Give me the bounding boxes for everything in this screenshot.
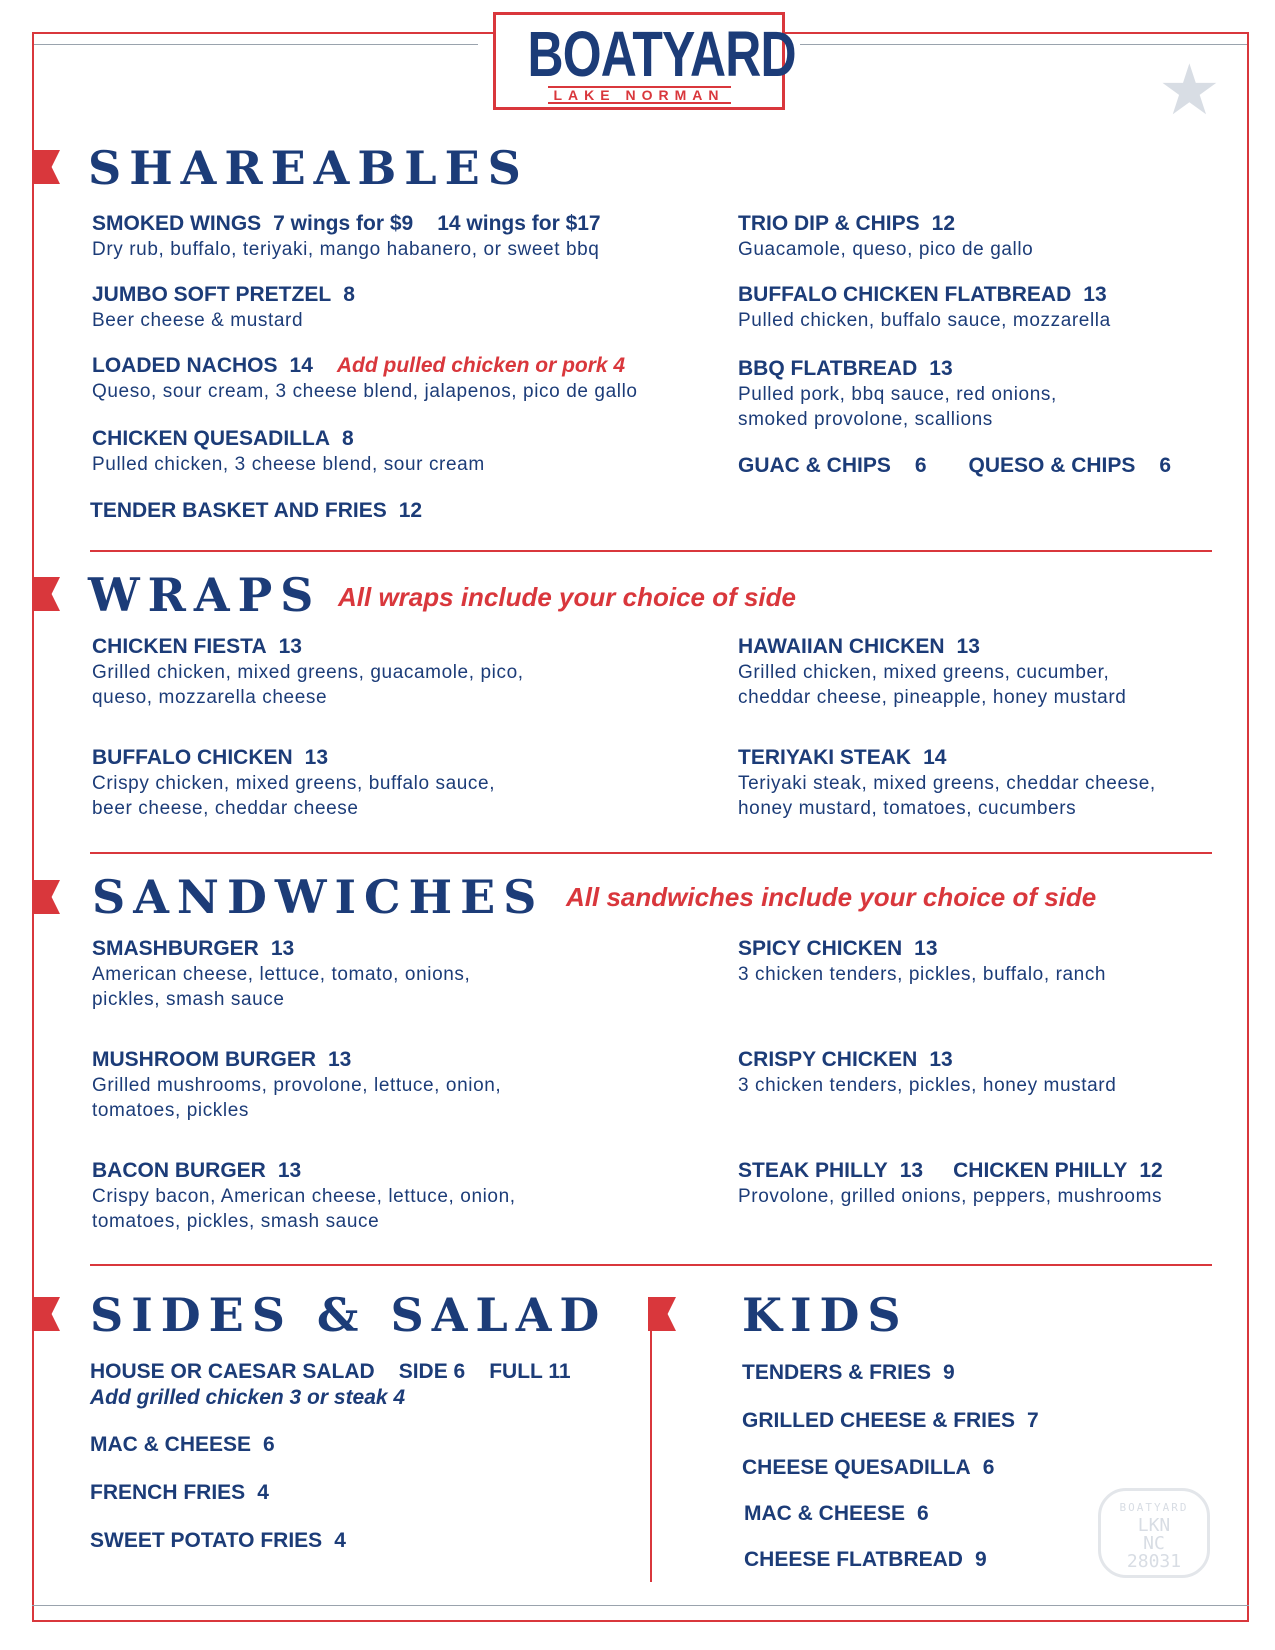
item-name: FRENCH FRIES	[90, 1481, 246, 1504]
menu-item-kids-mac-cheese	[744, 1501, 929, 1527]
item-name: BBQ FLATBREAD	[738, 357, 918, 380]
item-description: honey mustard, tomatoes, cucumbers	[738, 798, 1077, 819]
menu-item-buffalo-flatbread	[738, 282, 1111, 333]
item-name: SMASHBURGER	[92, 937, 259, 960]
menu-item-smashburger	[92, 936, 470, 1012]
shareables-heading: SHAREABLES	[88, 141, 529, 195]
stamp-text: 28031	[1126, 1551, 1182, 1572]
wraps-note: All wraps include your choice of side	[338, 582, 796, 612]
menu-item-french-fries	[90, 1480, 269, 1506]
boatyard-logo	[493, 12, 796, 110]
item-name: JUMBO SOFT PRETZEL	[92, 283, 332, 306]
menu-item-teriyaki-steak	[738, 745, 1156, 821]
item-price: 4	[334, 1529, 346, 1552]
item-description: 3 chicken tenders, pickles, honey mustard	[738, 1075, 1117, 1096]
item-name: SPICY CHICKEN	[738, 937, 903, 960]
menu-item-kids-quesadilla	[742, 1455, 994, 1481]
item-description: Grilled mushrooms, provolone, lettuce, onion,	[92, 1075, 502, 1096]
menu-item-pretzel	[92, 282, 355, 333]
item-name: MUSHROOM BURGER	[92, 1048, 316, 1071]
item-name: CHEESE FLATBREAD	[744, 1548, 963, 1571]
item-name: BUFFALO CHICKEN	[92, 746, 293, 769]
item-price: 6	[1159, 454, 1172, 477]
menu-item-philly	[738, 1158, 1163, 1209]
item-description: Pulled pork, bbq sauce, red onions,	[738, 384, 1057, 405]
menu-item-nachos	[92, 353, 638, 404]
logo-subtitle: LAKE NORMAN	[548, 86, 731, 104]
wraps-heading: WRAPS	[88, 568, 322, 622]
item-description: tomatoes, pickles	[92, 1100, 249, 1121]
item-description: Pulled chicken, 3 cheese blend, sour cream	[92, 454, 485, 475]
item-name: CHEESE QUESADILLA	[742, 1456, 971, 1479]
menu-item-salad	[90, 1359, 571, 1411]
item-price: 7 wings for $9	[273, 212, 414, 235]
menu-item-guac-queso	[738, 453, 1171, 479]
addon-note: Add grilled chicken 3 or steak 4	[90, 1386, 406, 1409]
item-name: TRIO DIP & CHIPS	[738, 212, 920, 235]
item-name: HAWAIIAN CHICKEN	[738, 635, 945, 658]
item-price: 13	[270, 937, 295, 960]
item-price: 6	[263, 1433, 275, 1456]
item-price: 13	[929, 357, 953, 380]
stamp-text: BOATYARD	[1119, 1501, 1189, 1514]
item-description: Dry rub, buffalo, teriyaki, mango habanero, or sweet bbq	[92, 239, 600, 260]
item-price: 9	[943, 1361, 955, 1384]
item-name: HOUSE OR CAESAR SALAD	[90, 1360, 375, 1383]
item-price: 12	[931, 212, 955, 235]
section-divider	[90, 852, 1212, 854]
addon-note: Add pulled chicken or pork 4	[336, 354, 626, 377]
top-line-right	[800, 44, 1247, 45]
item-name: STEAK PHILLY	[738, 1159, 888, 1182]
item-price: 13	[956, 635, 980, 658]
item-price: 8	[342, 427, 354, 450]
item-name: TENDERS & FRIES	[742, 1361, 932, 1384]
item-description: Guacamole, queso, pico de gallo	[738, 239, 1034, 260]
item-description: Pulled chicken, buffalo sauce, mozzarella	[738, 310, 1111, 331]
item-price: 7	[1027, 1409, 1039, 1432]
item-name: MAC & CHEESE	[744, 1502, 906, 1525]
menu-item-chicken-fiesta	[92, 634, 524, 710]
boatyard-stamp-icon	[1098, 1488, 1210, 1578]
logo-wordmark: BOATYARD	[527, 18, 796, 90]
menu-item-smoked-wings	[92, 211, 601, 262]
item-price: 12	[398, 499, 423, 522]
item-description: queso, mozzarella cheese	[92, 687, 328, 708]
menu-item-quesadilla	[92, 426, 485, 477]
sandwiches-note: All sandwiches include your choice of side	[566, 882, 1097, 912]
item-name: SWEET POTATO FRIES	[90, 1529, 323, 1552]
sandwiches-heading: SANDWICHES	[92, 870, 545, 924]
item-name: GRILLED CHEESE & FRIES	[742, 1409, 1016, 1432]
item-price: 13	[304, 746, 329, 769]
item-price: 6	[982, 1456, 995, 1479]
item-name: CHICKEN QUESADILLA	[92, 427, 331, 450]
item-price: 4	[257, 1481, 269, 1504]
item-price: 13	[914, 937, 938, 960]
item-name: BACON BURGER	[92, 1159, 266, 1182]
item-price: FULL 11	[489, 1360, 571, 1383]
menu-item-kids-flatbread	[744, 1547, 987, 1573]
item-name: GUAC & CHIPS	[738, 454, 891, 477]
menu-item-kids-tenders	[742, 1360, 955, 1386]
item-description: Grilled chicken, mixed greens, guacamole, pico,	[92, 662, 524, 683]
top-line-left	[34, 44, 478, 45]
item-name: CHICKEN PHILLY	[953, 1159, 1128, 1182]
menu-item-buffalo-chicken-wrap	[92, 745, 495, 821]
menu-item-sweet-potato-fries	[90, 1528, 346, 1554]
menu-item-tender-basket	[90, 498, 422, 524]
item-price: 14	[923, 746, 947, 769]
item-name: LOADED NACHOS	[92, 354, 278, 377]
item-price: 9	[974, 1548, 987, 1571]
item-description: pickles, smash sauce	[92, 989, 285, 1010]
item-price: 13	[899, 1159, 924, 1182]
item-price: 8	[343, 283, 355, 306]
item-description: Crispy chicken, mixed greens, buffalo sauce,	[92, 773, 496, 794]
item-name: QUESO & CHIPS	[968, 454, 1136, 477]
menu-item-spicy-chicken	[738, 936, 1106, 987]
item-description: Provolone, grilled onions, peppers, mushrooms	[738, 1186, 1163, 1207]
item-price: 6	[917, 1502, 929, 1525]
item-price: 6	[914, 454, 927, 477]
item-description: Teriyaki steak, mixed greens, cheddar cheese,	[738, 773, 1156, 794]
section-divider	[90, 550, 1212, 552]
item-price: 13	[328, 1048, 352, 1071]
item-price: SIDE 6	[398, 1360, 466, 1383]
item-price: 14 wings for $17	[437, 212, 601, 235]
item-description: smoked provolone, scallions	[738, 409, 993, 430]
item-name: BUFFALO CHICKEN FLATBREAD	[738, 283, 1072, 306]
menu-item-hawaiian-chicken	[738, 634, 1126, 710]
sides-heading: SIDES & SALAD	[90, 1288, 608, 1342]
item-price: 14	[289, 354, 313, 377]
item-description: Grilled chicken, mixed greens, cucumber,	[738, 662, 1110, 683]
item-price: 13	[277, 1159, 302, 1182]
item-description: Beer cheese & mustard	[92, 310, 304, 331]
item-name: TENDER BASKET AND FRIES	[90, 499, 387, 522]
item-description: American cheese, lettuce, tomato, onions,	[92, 964, 471, 985]
menu-item-kids-grilled-cheese	[742, 1408, 1039, 1434]
menu-item-mac-cheese	[90, 1432, 275, 1458]
item-description: Crispy bacon, American cheese, lettuce, onion,	[92, 1186, 516, 1207]
section-divider	[90, 1264, 1212, 1266]
item-description: Queso, sour cream, 3 cheese blend, jalapenos, pico de gallo	[92, 381, 638, 402]
item-description: cheddar cheese, pineapple, honey mustard	[738, 687, 1127, 708]
menu-item-trio-dip	[738, 211, 1033, 262]
bottom-divider	[32, 1605, 1249, 1606]
menu-item-mushroom-burger	[92, 1047, 501, 1123]
item-description: 3 chicken tenders, pickles, buffalo, ranch	[738, 964, 1107, 985]
item-price: 13	[929, 1048, 953, 1071]
menu-item-bbq-flatbread	[738, 356, 1057, 432]
item-description: tomatoes, pickles, smash sauce	[92, 1211, 380, 1232]
stamp-text: NC	[1143, 1533, 1165, 1554]
item-name: SMOKED WINGS	[92, 212, 262, 235]
item-price: 13	[278, 635, 302, 658]
item-name: TERIYAKI STEAK	[738, 746, 912, 769]
star-icon: ★	[1158, 51, 1221, 129]
item-name: MAC & CHEESE	[90, 1433, 252, 1456]
menu-item-crispy-chicken	[738, 1047, 1116, 1098]
item-name: CRISPY CHICKEN	[738, 1048, 918, 1071]
item-description: beer cheese, cheddar cheese	[92, 798, 359, 819]
kids-flag-pole	[650, 1320, 652, 1582]
item-price: 13	[1083, 283, 1107, 306]
item-price: 12	[1139, 1159, 1163, 1182]
kids-heading: KIDS	[742, 1288, 909, 1342]
menu-item-bacon-burger	[92, 1158, 516, 1234]
item-name: CHICKEN FIESTA	[92, 635, 267, 658]
stamp-text: LKN	[1137, 1515, 1171, 1536]
